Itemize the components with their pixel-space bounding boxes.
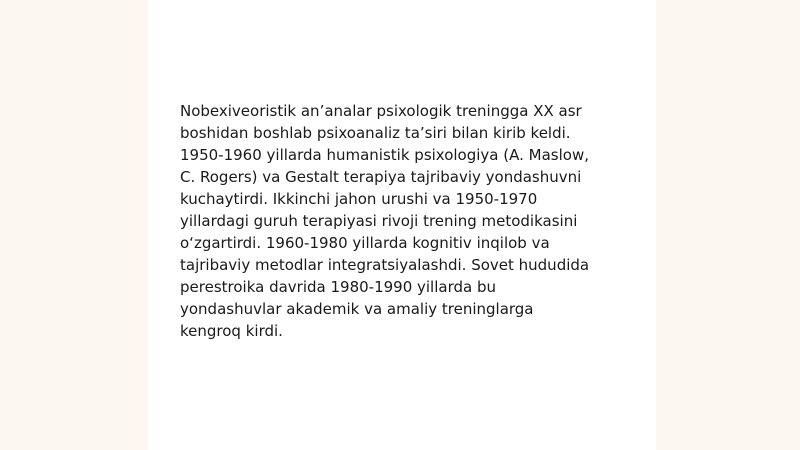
paragraph-line: Nobexiveoristik an’analar psixologik treningga XX asr <box>180 102 582 120</box>
paragraph-line: 1950-1960 yillarda humanistik psixologiya (A. Maslow, <box>180 146 589 164</box>
paragraph-line: yillardagi guruh terapiyasi rivoji trening metodikasini <box>180 212 578 230</box>
paragraph-line: o‘zgartirdi. 1960-1980 yillarda kognitiv inqilob va <box>180 234 550 252</box>
body-paragraph <box>180 100 628 342</box>
paragraph-line: boshidan boshlab psixoanaliz ta’siri bilan kirib keldi. <box>180 124 571 142</box>
paragraph-line: yondashuvlar akademik va amaliy treninglarga <box>180 300 534 318</box>
paragraph-line: C. Rogers) va Gestalt terapiya tajribaviy yondashuvni <box>180 168 582 186</box>
paragraph-line: kuchaytirdi. Ikkinchi jahon urushi va 1950-1970 <box>180 190 538 208</box>
document-page <box>148 0 656 450</box>
paragraph-line: tajribaviy metodlar integratsiyalashdi. Sovet hududida <box>180 256 590 274</box>
paragraph-line: kengroq kirdi. <box>180 322 283 340</box>
paragraph-line: perestroika davrida 1980-1990 yillarda bu <box>180 278 496 296</box>
